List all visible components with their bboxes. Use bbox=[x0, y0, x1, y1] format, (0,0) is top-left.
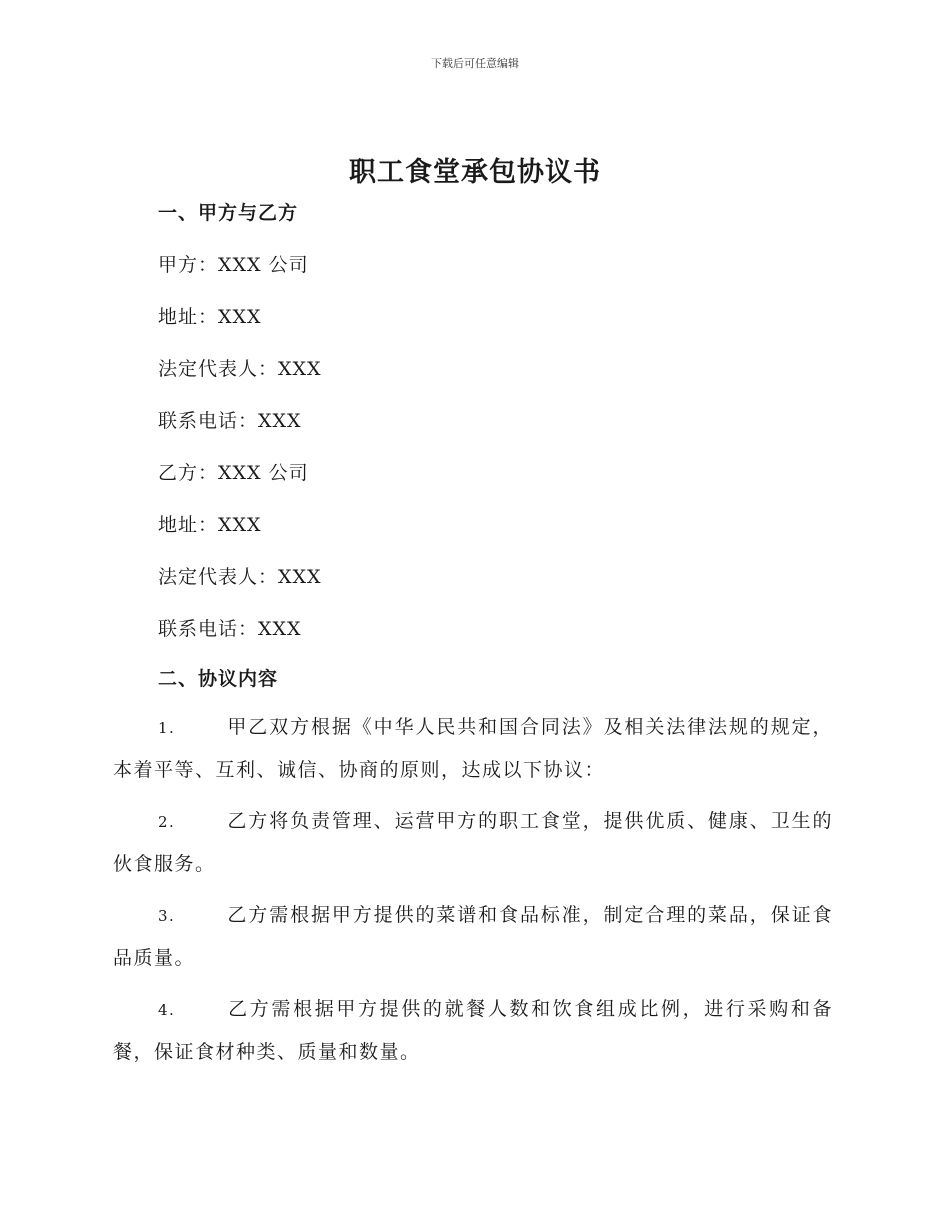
party-b-address: 地址：XXX bbox=[158, 514, 262, 536]
section-heading-agreement: 二、协议内容 bbox=[158, 668, 279, 690]
party-a-representative: 法定代表人：XXX bbox=[158, 358, 322, 380]
clause-text: 乙方将负责管理、运营甲方的职工食堂，提供优质、健康、卫生的伙食服务。 bbox=[113, 810, 833, 875]
party-a-address: 地址：XXX bbox=[158, 306, 262, 328]
clause-item bbox=[113, 800, 833, 885]
clause-item bbox=[113, 988, 833, 1073]
clause-text: 乙方需根据甲方提供的就餐人数和饮食组成比例，进行采购和备餐，保证食材种类、质量和数量。 bbox=[113, 998, 833, 1063]
section-heading-parties: 一、甲方与乙方 bbox=[158, 202, 299, 224]
clause-number: 1. bbox=[158, 719, 176, 737]
party-b-phone: 联系电话：XXX bbox=[158, 618, 302, 640]
clause-item bbox=[113, 706, 833, 791]
clause-number: 3. bbox=[158, 907, 176, 925]
party-b-name: 乙方：XXX 公司 bbox=[158, 462, 309, 484]
clause-item bbox=[113, 894, 833, 979]
clause-number: 4. bbox=[158, 1001, 176, 1019]
party-a-name: 甲方：XXX 公司 bbox=[158, 254, 309, 276]
clause-number: 2. bbox=[158, 813, 176, 831]
party-b-representative: 法定代表人：XXX bbox=[158, 566, 322, 588]
clause-text: 甲乙双方根据《中华人民共和国合同法》及相关法律法规的规定，本着平等、互利、诚信、协商的原则，达成以下协议： bbox=[113, 716, 833, 781]
clause-text: 乙方需根据甲方提供的菜谱和食品标准，制定合理的菜品，保证食品质量。 bbox=[113, 904, 833, 969]
header-note: 下载后可任意编辑 bbox=[431, 57, 519, 70]
document-title: 职工食堂承包协议书 bbox=[349, 157, 601, 188]
party-a-phone: 联系电话：XXX bbox=[158, 410, 302, 432]
